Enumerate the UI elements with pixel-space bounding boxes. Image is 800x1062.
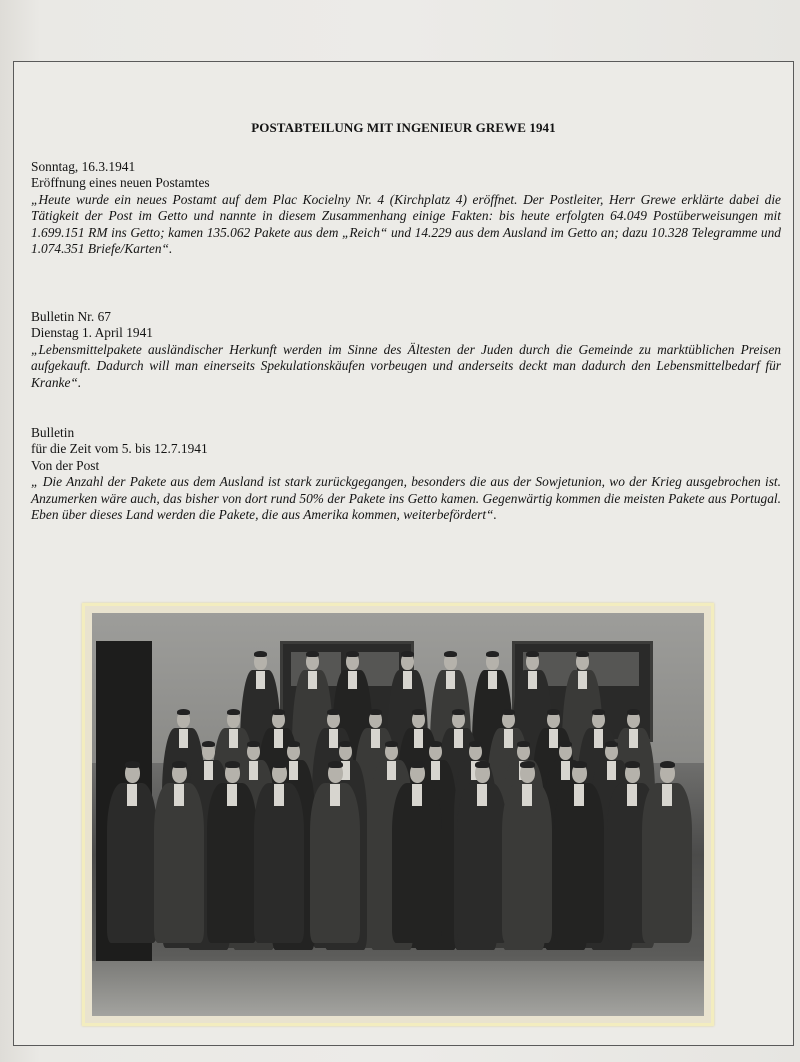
section-quote: „ Die Anzahl der Pakete aus dem Ausland ist stark zurückgegangen, besonders die aus der Sowjetunion, wo der Krieg ausgebrochen ist. Anzumerken wäre auch, das bisher von dort rund 50% der Pakete ins Getto kamen. Gegenwärtig kommen die meisten Pakete aus Portugal. Eben über dieses Land werden die Pakete, die aus Amerika kommen, weiterbefördert“. xyxy=(31,474,781,523)
photo-figure xyxy=(642,763,692,933)
section-bulletin-july xyxy=(31,425,781,523)
section-bulletin-line: Bulletin Nr. 67 xyxy=(31,309,111,324)
photo-figure xyxy=(107,763,157,933)
section-date-line: Dienstag 1. April 1941 xyxy=(31,325,153,341)
section-heading-line: Eröffnung eines neuen Postamtes xyxy=(31,175,210,191)
section-source-line: Von der Post xyxy=(31,457,100,473)
photo-figure xyxy=(457,763,507,933)
photo-figure xyxy=(310,763,360,933)
document-frame xyxy=(13,61,794,1046)
photo-ground xyxy=(92,961,704,1016)
photo-figure xyxy=(154,763,204,933)
photo-figure xyxy=(207,763,257,933)
group-photograph xyxy=(92,613,704,1016)
photo-figure xyxy=(254,763,304,933)
section-period-line: für die Zeit vom 5. bis 12.7.1941 xyxy=(31,441,208,457)
section-date-line: Sonntag, 16.3.1941 xyxy=(31,159,136,174)
photo-figure xyxy=(554,763,604,933)
section-postamt-opening xyxy=(31,159,781,257)
section-quote: „Lebensmittelpakete ausländischer Herkunft werden im Sinne des Ältesten der Juden durch die Gemeinde zu marktüblichen Preisen aufgekauft. Dadurch will man einerseits Spekulationskäufen vorbeugen und anderseits deckt man dadurch den Lebensmittelbedarf für Kranke“. xyxy=(31,341,781,390)
photo-mount xyxy=(82,603,714,1026)
section-quote: „Heute wurde ein neues Postamt auf dem Plac Kocielny Nr. 4 (Kirchplatz 4) eröffnet. Der Postleiter, Herr Grewe erklärte dabei die Tätigkeit der Post im Getto und nannte in diesem Zusammenhang einige Fakten: bis heute erfolgten 64.049 Postüberweisungen mit 1.699.151 RM ins Getto; kamen 135.062 Pakete aus dem „Reich“ und 14.229 aus dem Ausland im Getto an; dazu 10.328 Telegramme und 1.074.351 Briefe/Karten“. xyxy=(31,191,781,257)
section-bulletin-line: Bulletin xyxy=(31,425,75,440)
photo-figure xyxy=(392,763,442,933)
document-title: POSTABTEILUNG MIT INGENIEUR GREWE 1941 xyxy=(251,120,556,135)
photo-figure xyxy=(502,763,552,933)
section-bulletin-67 xyxy=(31,309,781,391)
